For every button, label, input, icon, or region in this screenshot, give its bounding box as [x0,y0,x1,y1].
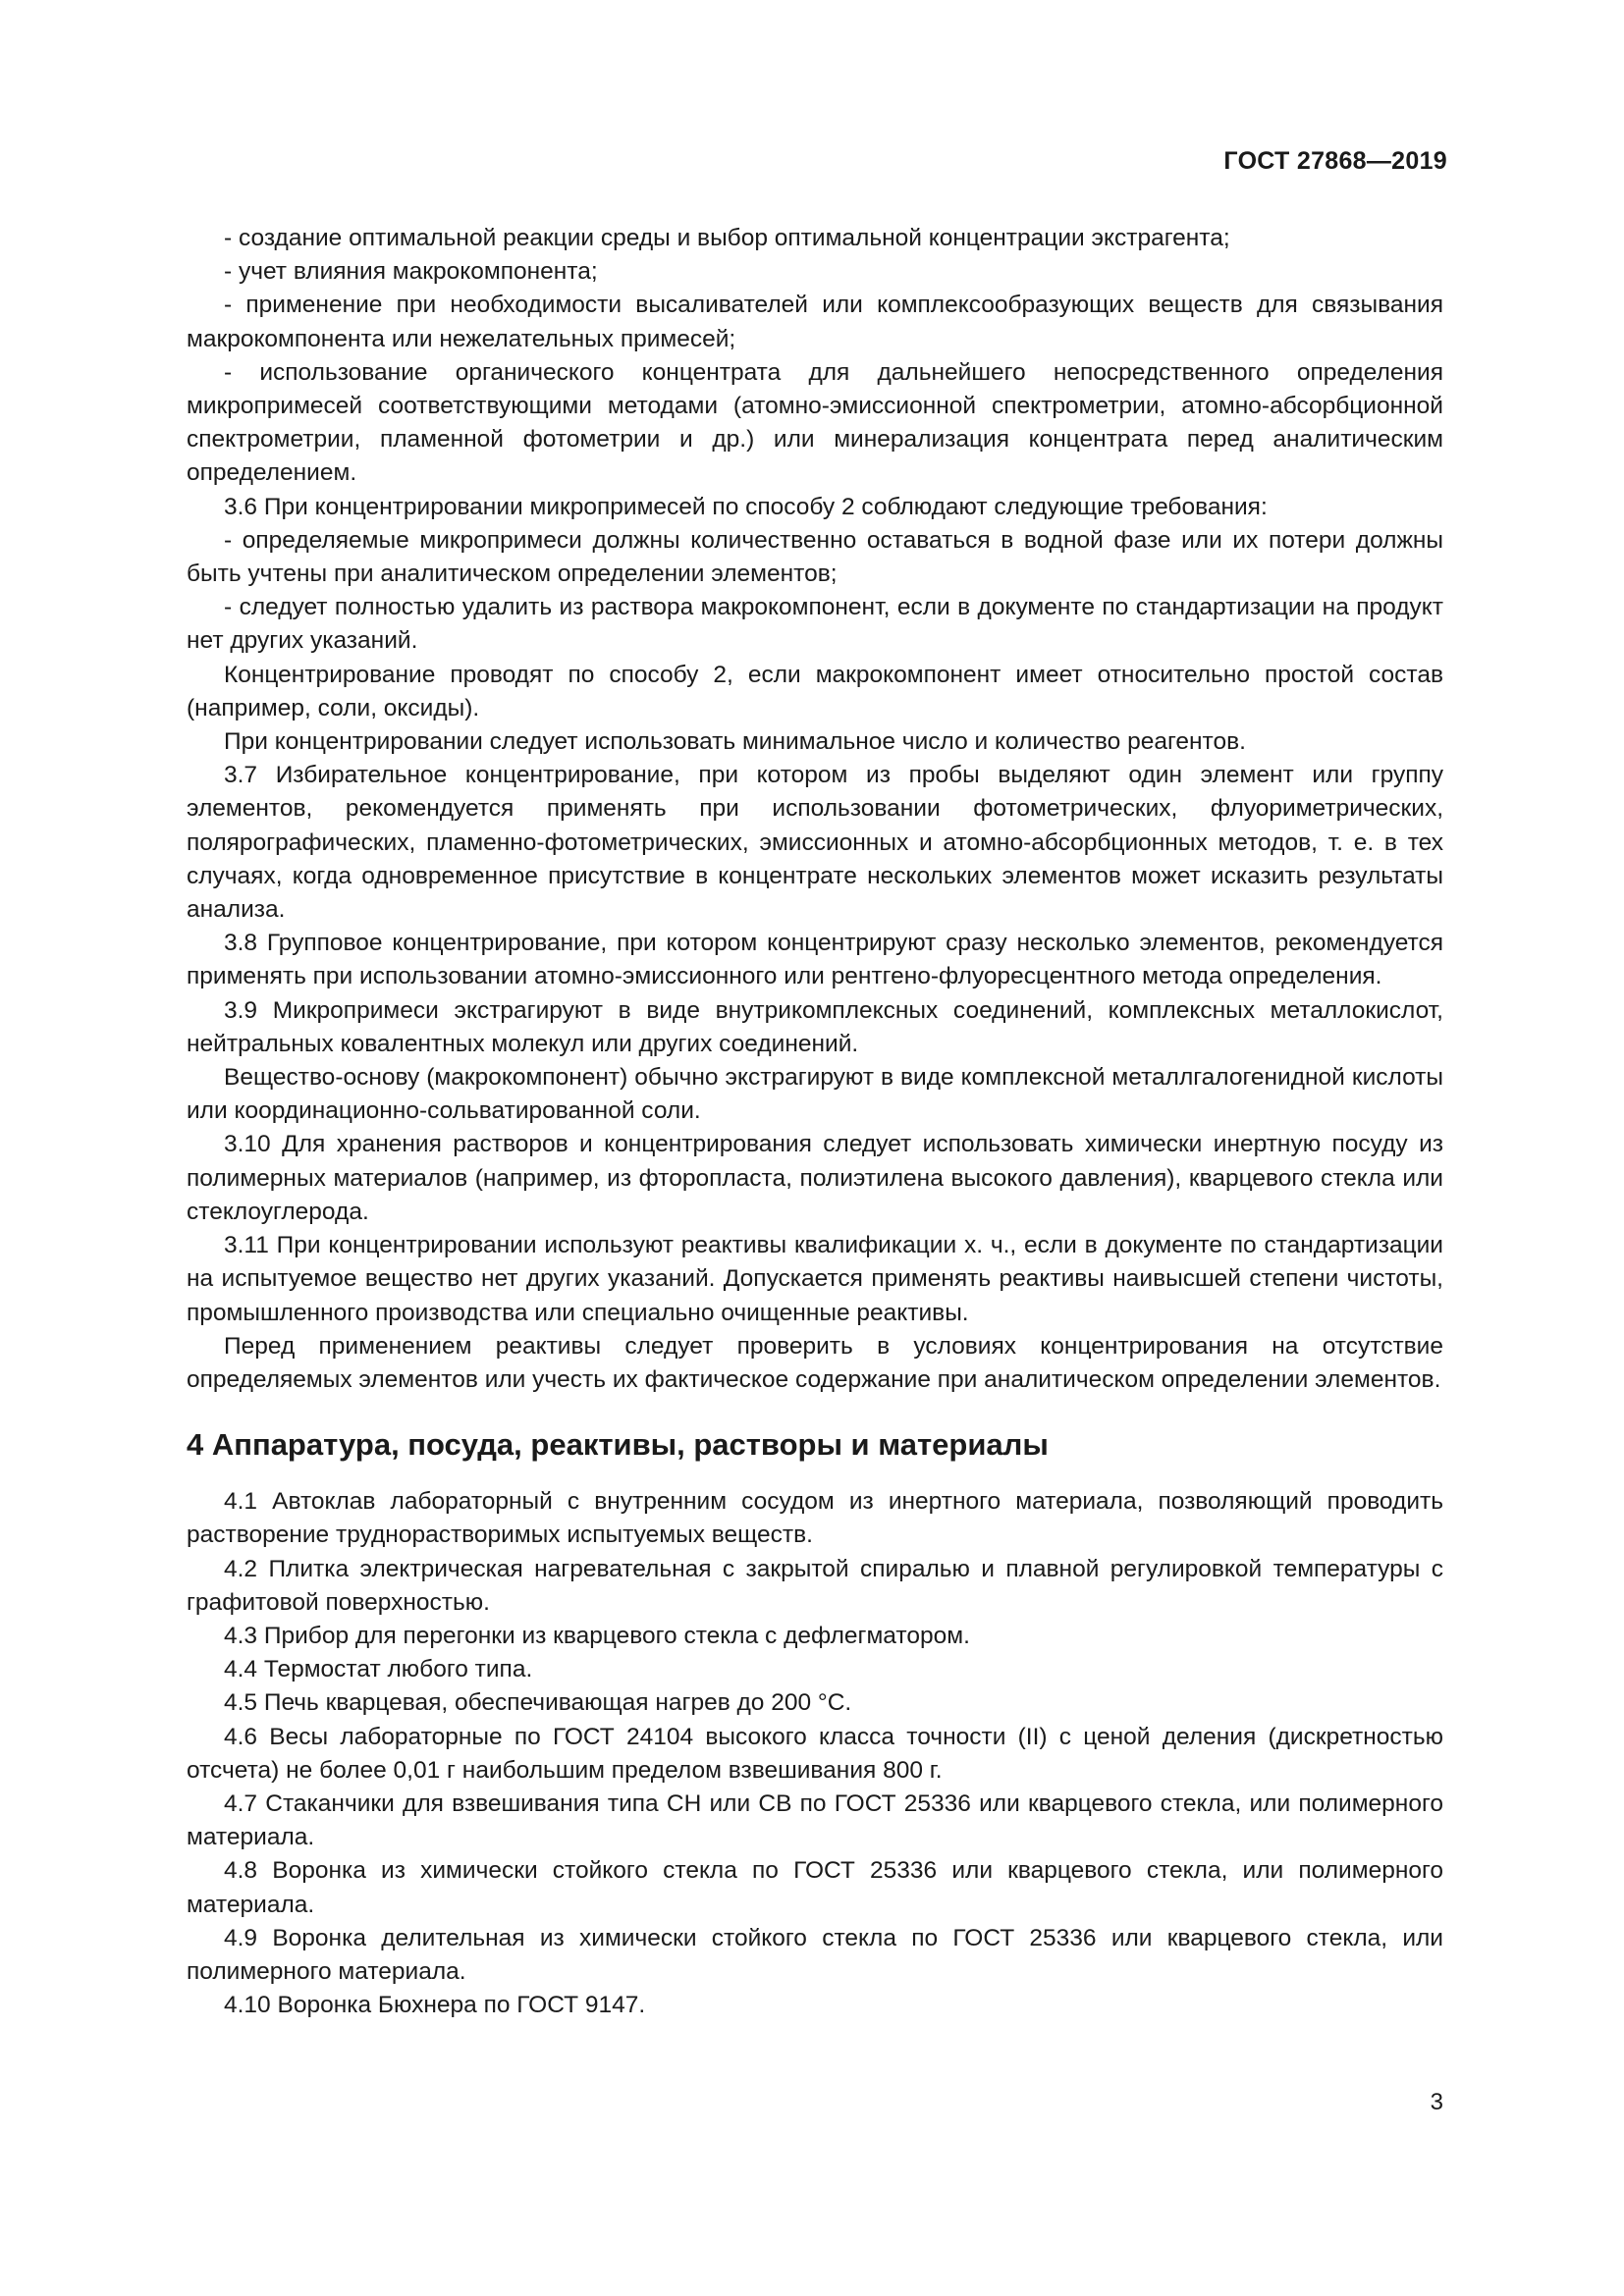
paragraph: 4.9 Воронка делительная из химически стойкого стекла по ГОСТ 25336 или кварцевого стекла, или полимерного материала. [187,1924,1443,1985]
paragraph: 4.5 Печь кварцевая, обеспечивающая нагрев до 200 °С. [224,1689,852,1717]
paragraph: 4.8 Воронка из химически стойкого стекла по ГОСТ 25336 или кварцевого стекла, или полимерного материала. [187,1857,1443,1918]
paragraph: 3.11 При концентрировании используют реактивы квалификации х. ч., если в документе по стандартизации на испытуемое вещество нет других указаний. Допускается применять реактивы наивысшей степени чистоты, промышленного производства или специально очищенные реактивы. [187,1232,1443,1326]
paragraph: Вещество-основу (макрокомпонент) обычно экстрагируют в виде комплексной металлгалогенидной кислоты или координационно-сольватированной соли. [187,1064,1443,1125]
paragraph: 4.6 Весы лабораторные по ГОСТ 24104 высокого класса точности (II) с ценой деления (дискретностью отсчета) не более 0,01 г наибольшим пределом взвешивания 800 г. [187,1723,1443,1784]
paragraph: - учет влияния макрокомпонента; [224,258,598,286]
paragraph: 3.9 Микропримеси экстрагируют в виде внутрикомплексных соединений, комплексных металлокислот, нейтральных ковалентных молекул или других соединений. [187,996,1443,1057]
paragraph: 4.1 Автоклав лабораторный с внутренним сосудом из инертного материала, позволяющий проводить растворение труднорастворимых испытуемых веществ. [187,1488,1443,1549]
section-heading: 4 Аппаратура, посуда, реактивы, растворы и материалы [187,1427,1049,1463]
paragraph: - использование органического концентрата для дальнейшего непосредственного определения микропримесей соответствующими методами (атомно-эмиссионной спектрометрии, атомно-абсорбционной спектрометрии, пламенной фотометрии и др.) или минерализация концентрата перед аналитическим определением. [187,358,1443,487]
paragraph: - применение при необходимости высаливателей или комплексообразующих веществ для связывания макрокомпонента или нежелательных примесей; [187,292,1443,352]
paragraph: 3.8 Групповое концентрирование, при котором концентрируют сразу несколько элементов, рекомендуется применять при использовании атомно-эмиссионного или рентгено-флуоресцентного метода определения. [187,930,1443,990]
paragraph: 4.2 Плитка электрическая нагревательная с закрытой спиралью и плавной регулировкой температуры с графитовой поверхностью. [187,1555,1443,1616]
paragraph: При концентрировании следует использовать минимальное число и количество реагентов. [224,728,1246,756]
paragraph: 4.4 Термостат любого типа. [224,1656,533,1683]
paragraph: - определяемые микропримеси должны количественно оставаться в водной фазе или их потери должны быть учтены при аналитическом определении элементов; [187,526,1443,588]
paragraph: 3.10 Для хранения растворов и концентрирования следует использовать химически инертную посуду из полимерных материалов (например, из фторопласта, полиэтилена высокого давления), кварцевого стекла или стеклоуглерода. [187,1131,1443,1225]
paragraph: 3.7 Избирательное концентрирование, при котором из пробы выделяют один элемент или группу элементов, рекомендуется применять при использовании фотометрических, флуориметрических, полярографических, пламенно-фотометрических, эмиссионных и атомно-абсорбционных методов, т. е. в тех случаях, когда одновременное присутствие в концентрате нескольких элементов может исказить результаты анализа. [187,762,1443,924]
paragraph: - следует полностью удалить из раствора макрокомпонент, если в документе по стандартизации на продукт нет других указаний. [187,594,1443,655]
paragraph: 4.3 Прибор для перегонки из кварцевого стекла с дефлегматором. [224,1622,970,1649]
paragraph: 4.7 Стаканчики для взвешивания типа СН или СВ по ГОСТ 25336 или кварцевого стекла, или полимерного материала. [187,1789,1443,1851]
paragraph: - создание оптимальной реакции среды и выбор оптимальной концентрации экстрагента; [224,225,1230,251]
document-id-header: ГОСТ 27868—2019 [1223,147,1447,175]
paragraph: 4.10 Воронка Бюхнера по ГОСТ 9147. [224,1992,646,2019]
page-number: 3 [1430,2089,1443,2115]
document-body [187,222,1443,2022]
paragraph: 3.6 При концентрировании микропримесей по способу 2 соблюдают следующие требования: [224,493,1268,520]
paragraph: Концентрирование проводят по способу 2, если макрокомпонент имеет относительно простой состав (например, соли, оксиды). [187,661,1443,721]
paragraph: Перед применением реактивы следует проверить в условиях концентрирования на отсутствие определяемых элементов или учесть их фактическое содержание при аналитическом определении элементов. [187,1332,1443,1393]
